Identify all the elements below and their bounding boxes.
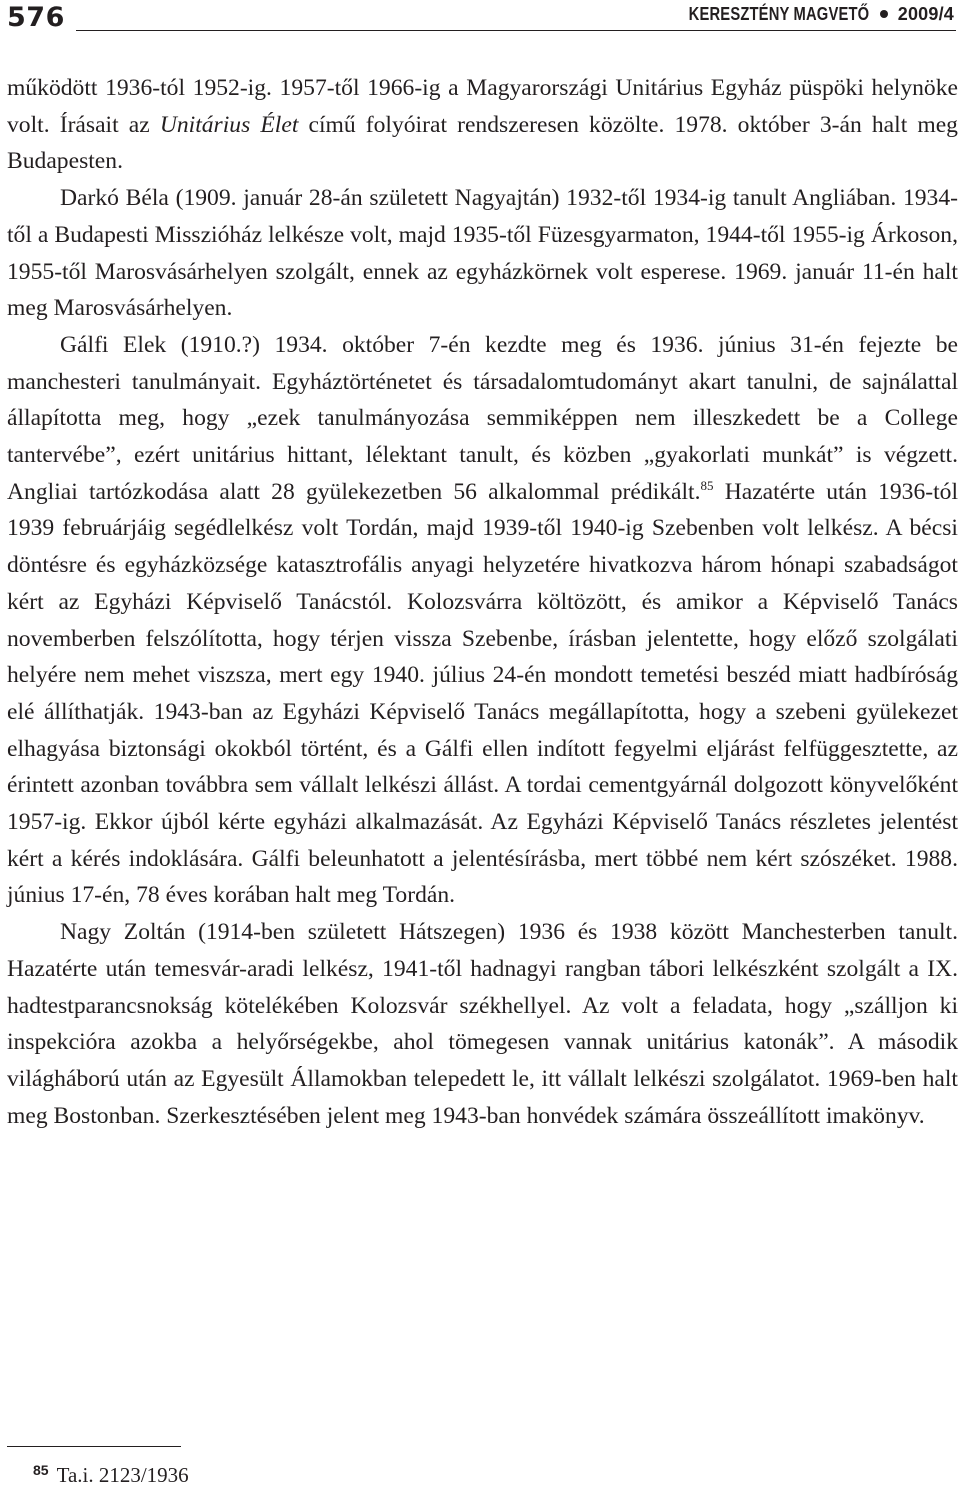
paragraph-1 xyxy=(7,70,958,180)
footnote-text: Ta.i. 2123/1936 xyxy=(56,1463,189,1487)
footnote-rule xyxy=(7,1446,181,1447)
running-head xyxy=(639,4,954,25)
paragraph-nagy-zoltan: Nagy Zoltán (1914-ben született Hátszegen) 1936 és 1938 között Manchesterben tanult. Hazatérte után temesvár-aradi lelkész, 1941-től hadnagyi rangban tábori lelkészként szolgált a IX. hadtestparancsnokság kötelékében Kolozsvár székhellyel. Az volt a feladata, hogy „szálljon ki inspekcióra azokba a helyőrségekbe, ahol tömegesen vannak unitárius katonák”. A második világháború után az Egyesült Államokban telepedett le, itt vállalt lelkészi szolgálatot. 1969-ben halt meg Bostonban. Szerkesztésében jelent meg 1943-ban honvédek számára összeállított imakönyv. xyxy=(7,919,958,1129)
paragraph-1-text-a: működött 1936-tól 1952-ig. 1957-től 1966-ig a Magyarországi Unitárius Egyház püspöki helynöke volt. Írásait az xyxy=(7,75,958,138)
journal-title: KERESZTÉNY MAGVETŐ xyxy=(689,4,870,24)
paragraph-darko-bela: Darkó Béla (1909. január 28-án született Nagyajtán) 1932-től 1934-ig tanult Angliában. 1934-től a Budapesti Misszióház lelkésze volt, majd 1935-től Füzesgyarmaton, 1944-től 1955-ig Árkoson, 1955-től Marosvásárhelyen szolgált, ennek az egyházkörnek volt esperese. 1969. január 11-én halt meg Marosvásárhelyen. xyxy=(7,185,958,322)
bullet-separator xyxy=(880,10,888,18)
periodical-title: Unitárius Élet xyxy=(159,111,299,138)
paragraph-galfi-elek xyxy=(7,327,958,914)
footnote-reference[interactable]: 85 xyxy=(700,477,714,493)
footnote xyxy=(33,1462,189,1488)
paragraph-3-text-a: Gálfi Elek (1910.?) 1934. október 7-én kezdte meg és 1936. június 31-én fejezte be manchesteri tanulmányait. Egyháztörténetet és társadalomtudományt akart tanulni, de sajnálattal állapította meg, hogy „ezek tanulmányozása semmiképpen nem illeszkedett be a College tantervébe”, ezért unitárius hittant, lélektant tanult, és közben „gyakorlati munkát” is végzett. Angliai tartózkodása alatt 28 gyülekezetben 56 alkalommal prédikált. xyxy=(7,331,958,505)
issue-number: 2009/4 xyxy=(897,4,954,24)
footnote-number: 85 xyxy=(33,1462,49,1478)
paragraph-3-text-b: Hazatérte után 1936-tól 1939 februárjáig segédlelkész volt Tordán, majd 1939-től 1940-ig Szebenben volt lelkész. A bécsi döntésre és egyházközsége katasztrofális anyagi helyzetére hivatkozva három hónapi szabadságot kért az Egyházi Képviselő Tanácstól. Kolozsvárra költözött, és amikor a Képviselő Tanács novemberben felszólította, hogy térjen vissza Szebenbe, írásban jelentette, hogy előző szolgálati helyére nem mehet viszsza, mert egy 1940. július 24-én mondott temetési beszéd miatt hadbíróság elé állíthatják. 1943-ban az Egyházi Képviselő Tanács megállapította, hogy a szebeni gyülekezet elhagyása biztonsági okokból történt, és a Gálfi ellen indított fegyelmi eljárást felfüggesztette, az érintett azonban továbbra sem vállalt lelkészi állást. A tordai cementgyárnál dolgozott könyvelőként 1957-ig. Ekkor újból kérte egyházi alkalmazását. Az Egyházi Képviselő Tanács részletes jelentést kért a kérés indoklására. Gálfi beleunhatott a jelentésírásba, mert többé nem kért szószéket. 1988. június 17-én, 78 éves korában halt meg Tordán. xyxy=(7,478,959,909)
page-number: 576 xyxy=(7,2,65,33)
paragraph-1-text-c: című folyóirat rendszeresen közölte. 1978. október 3-án halt meg Budapesten. xyxy=(7,111,958,175)
header-rule xyxy=(76,30,956,31)
article-body xyxy=(7,70,958,1134)
page-header xyxy=(0,0,960,44)
